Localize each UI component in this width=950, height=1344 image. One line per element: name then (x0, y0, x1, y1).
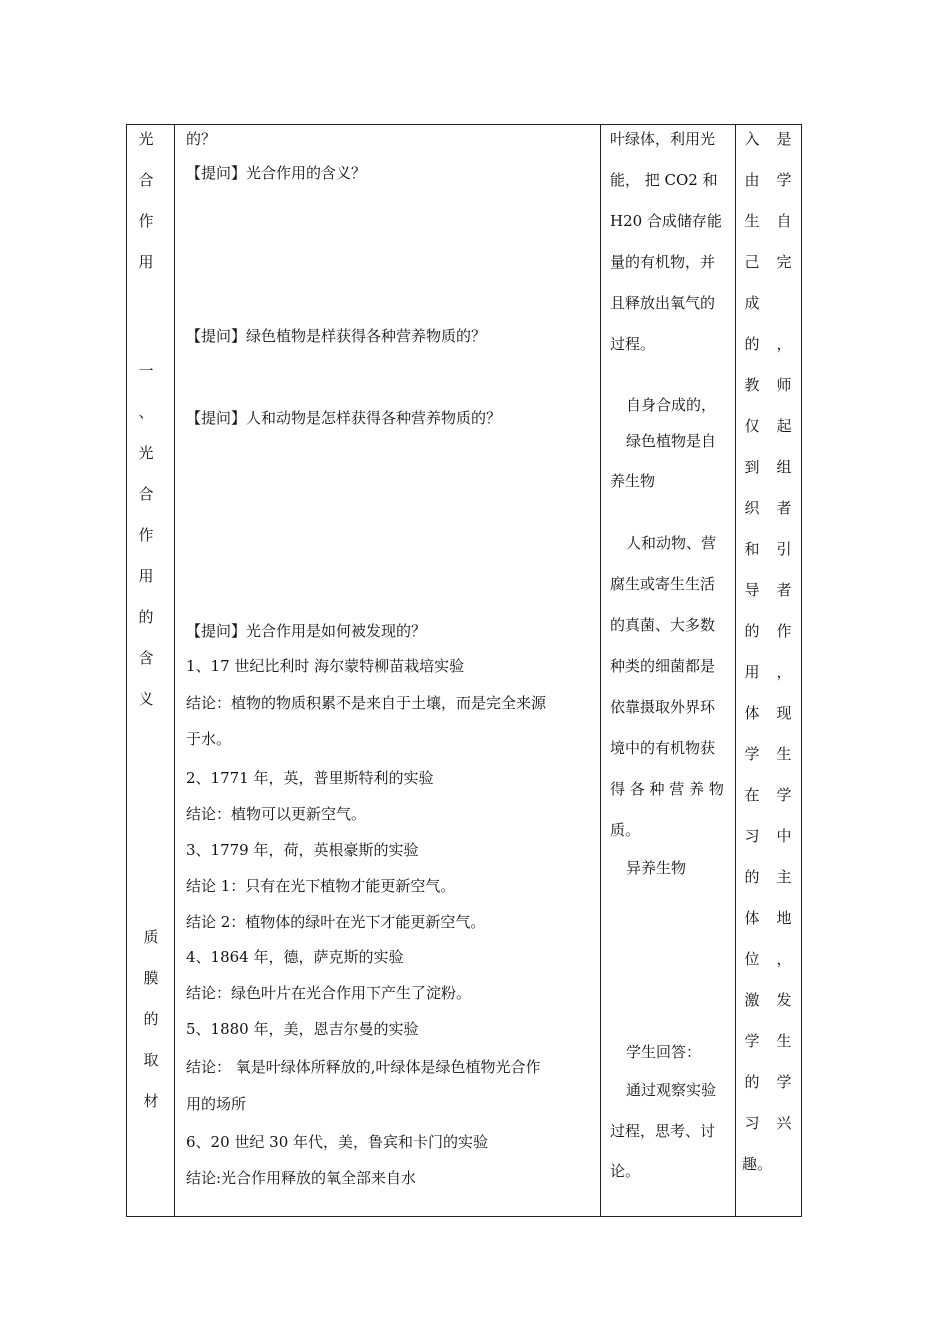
intent-char: 作 (776, 622, 792, 640)
student-activity-column (601, 125, 734, 1216)
teacher-text-line: 结论：植物的物质积累不是来自于土壤，而是完全来源 (186, 694, 547, 712)
topic-char: 取 (143, 1051, 159, 1069)
topic-char: 光 (138, 444, 154, 462)
intent-char: 成 (744, 294, 760, 312)
teacher-text-line: 于水。 (186, 730, 232, 748)
topic-char: 合 (138, 485, 154, 503)
teacher-text-line: 5、1880 年，美，恩吉尔曼的实验 (186, 1020, 419, 1038)
intent-char: 起 (776, 417, 792, 435)
lesson-plan-table (126, 124, 802, 1217)
intent-char: 地 (776, 909, 792, 927)
intent-char: 由 (744, 171, 760, 189)
intent-char: 学 (776, 171, 792, 189)
intent-char: 现 (776, 704, 792, 722)
intent-char: ， (776, 950, 792, 968)
intent-char: 者 (776, 499, 792, 517)
student-text-line: 异养生物 (626, 859, 687, 877)
teacher-text-line: 结论：绿色叶片在光合作用下产生了淀粉。 (186, 984, 472, 1002)
student-text-line: 得 各 种 营 养 物 (610, 780, 724, 798)
intent-char: 到 (744, 458, 760, 476)
intent-char: 发 (776, 991, 792, 1009)
teacher-text-line: 6、20 世纪 30 年代，美，鲁宾和卡门的实验 (186, 1133, 489, 1151)
intent-char: 学 (776, 1073, 792, 1091)
topic-char: 合 (138, 171, 154, 189)
intent-char: 位 (744, 950, 760, 968)
student-text-line: 种类的细菌都是 (610, 657, 716, 675)
student-text-line: 学生回答： (626, 1043, 702, 1061)
intent-char: 的 (744, 1073, 760, 1091)
teacher-text-line: 用的场所 (186, 1095, 247, 1113)
student-text-line: 的真菌、大多数 (610, 616, 716, 634)
intent-char: 生 (744, 212, 760, 230)
intent-char: 习 (744, 1114, 760, 1132)
intent-char: 完 (776, 253, 792, 271)
intent-char: 师 (776, 376, 792, 394)
student-text-line: 质。 (610, 821, 641, 839)
intent-char: 体 (744, 704, 760, 722)
topic-char: 用 (138, 567, 154, 585)
student-text-line: 量的有机物，并 (610, 253, 716, 271)
student-text-line: 过程。 (610, 335, 656, 353)
intent-char: 的 (744, 868, 760, 886)
intent-char: 学 (776, 786, 792, 804)
intent-char: 用 (744, 663, 760, 681)
intent-char: 者 (776, 581, 792, 599)
intent-char: 引 (776, 540, 792, 558)
topic-char: 义 (138, 690, 154, 708)
intent-char: 己 (744, 253, 760, 271)
topic-column (127, 125, 174, 1216)
intent-char: 习 (744, 827, 760, 845)
topic-char: 光 (138, 130, 154, 148)
intent-char: 体 (744, 909, 760, 927)
intent-char: 织 (744, 499, 760, 517)
intent-char: 教 (744, 376, 760, 394)
design-intent-column (736, 125, 802, 1216)
topic-char: 的 (143, 1010, 159, 1028)
topic-char: 一 (138, 362, 154, 380)
teacher-text-line: 结论： 氧是叶绿体所释放的,叶绿体是绿色植物光合作 (186, 1058, 541, 1076)
topic-char: 含 (138, 649, 154, 667)
intent-char: 学 (744, 745, 760, 763)
student-text-line: 能， 把 CO2 和 (610, 171, 718, 189)
teacher-activity-column (175, 125, 599, 1216)
intent-char: ， (776, 663, 792, 681)
teacher-text-line: 1、17 世纪比利时 海尔蒙特柳苗栽培实验 (186, 657, 465, 675)
intent-char: 自 (776, 212, 792, 230)
topic-char: 的 (138, 608, 154, 626)
intent-char: 中 (776, 827, 792, 845)
intent-char: 和 (744, 540, 760, 558)
topic-char: 材 (143, 1092, 159, 1110)
intent-char: 生 (776, 745, 792, 763)
teacher-text-line: 的？ (186, 130, 217, 148)
teacher-text-line: 【提问】绿色植物是样获得各种营养物质的？ (186, 327, 487, 345)
intent-char: 在 (744, 786, 760, 804)
intent-char: ， (776, 335, 792, 353)
student-text-line: 自身合成的， (626, 396, 717, 414)
teacher-text-line: 4、1864 年，德，萨克斯的实验 (186, 948, 404, 966)
teacher-text-line: 【提问】光合作用是如何被发现的？ (186, 622, 427, 640)
intent-char: 是 (776, 130, 792, 148)
topic-char: 、 (138, 403, 154, 421)
student-text-line: H20 合成储存能 (610, 212, 722, 230)
topic-char: 作 (138, 212, 154, 230)
student-text-line: 腐生或寄生生活 (610, 575, 716, 593)
student-text-line: 绿色植物是自 (626, 432, 717, 450)
teacher-text-line: 3、1779 年，荷，英根豪斯的实验 (186, 841, 419, 859)
topic-char: 用 (138, 253, 154, 271)
student-text-line: 过程，思考、讨 (610, 1122, 716, 1140)
teacher-text-line: 结论 1：只有在光下植物才能更新空气。 (186, 877, 456, 895)
intent-char: 学 (744, 1032, 760, 1050)
teacher-text-line: 结论:光合作用释放的氧全部来自水 (186, 1169, 417, 1187)
intent-char: 生 (776, 1032, 792, 1050)
intent-char: 入 (744, 130, 760, 148)
intent-char: 仅 (744, 417, 760, 435)
student-text-line: 境中的有机物获 (610, 739, 716, 757)
teacher-text-line: 【提问】人和动物是怎样获得各种营养物质的？ (186, 409, 502, 427)
teacher-text-line: 2、1771 年，英，普里斯特利的实验 (186, 769, 434, 787)
student-text-line: 通过观察实验 (626, 1081, 717, 1099)
teacher-text-line: 【提问】光合作用的含义？ (186, 164, 367, 182)
student-text-line: 依靠摄取外界环 (610, 698, 716, 716)
student-text-line: 养生物 (610, 472, 656, 490)
intent-char: 激 (744, 991, 760, 1009)
intent-char: 主 (776, 868, 792, 886)
teacher-text-line: 结论：植物可以更新空气。 (186, 805, 367, 823)
student-text-line: 人和动物、营 (626, 534, 717, 552)
intent-char: 的 (744, 622, 760, 640)
topic-char: 质 (143, 928, 159, 946)
teacher-text-line: 结论 2：植物体的绿叶在光下才能更新空气。 (186, 913, 486, 931)
intent-char: 的 (744, 335, 760, 353)
student-text-line: 且释放出氧气的 (610, 294, 716, 312)
intent-char: 趣。 (742, 1155, 773, 1173)
intent-char: 导 (744, 581, 760, 599)
topic-char: 作 (138, 526, 154, 544)
student-text-line: 论。 (610, 1162, 641, 1180)
intent-char: 组 (776, 458, 792, 476)
intent-char: 兴 (776, 1114, 792, 1132)
student-text-line: 叶绿体，利用光 (610, 130, 716, 148)
topic-char: 膜 (143, 969, 159, 987)
